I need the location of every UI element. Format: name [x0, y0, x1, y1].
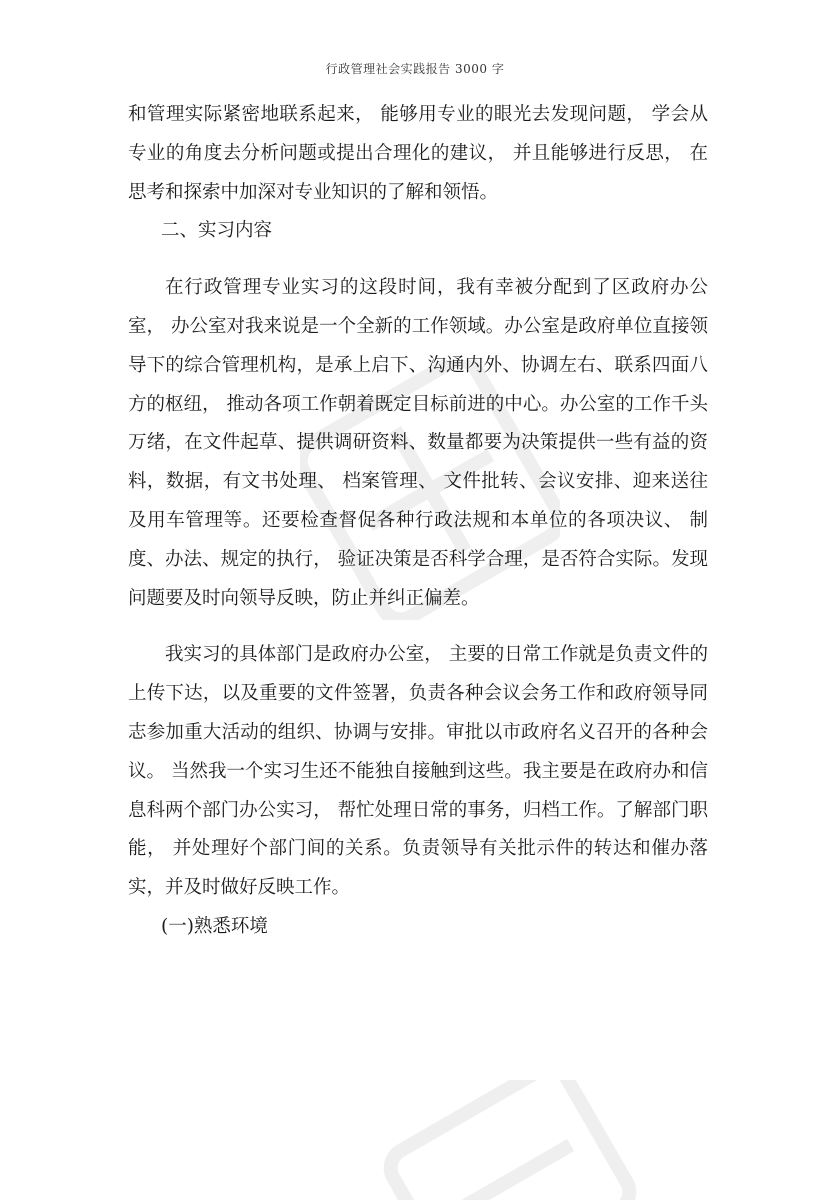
paragraph-content-2: 我实习的具体部门是政府办公室， 主要的日常工作就是负责文件的上传下达，以及重要的文件签署，负责各种会议会务工作和政府领导同志参加重大活动的组织、协调与安排。审批以市政府名义召开的各种会议。 当然我一个实习生还不能独自接触到这些。我主要是在政府办和信息科两个部门办公实习， 帮忙处理日常的事务，归档工作。了解部门职能， 并处理好个部门间的关系。负责领导有关批示件的转达和催办落实，并及时做好反映工作。	[128, 644, 708, 899]
document-body	[128, 96, 708, 947]
section-heading-internship-content: 二、实习内容	[161, 220, 273, 242]
page-header: 行政管理社会实践报告 3000 字	[325, 62, 505, 76]
subsection-heading-familiarize: (一)熟悉环境	[161, 915, 268, 937]
watermark-logo-bottom	[380, 1080, 640, 1200]
paragraph-content-1: 在行政管理专业实习的这段时间，我有幸被分配到了区政府办公室， 办公室对我来说是一个全新的工作领域。办公室是政府单位直接领导下的综合管理机构，是承上启下、沟通内外、协调左右、联系四面八方的枢纽， 推动各项工作朝着既定目标前进的中心。办公室的工作千头万绪，在文件起草、提供调研资料、数量都要为决策提供一些有益的资料，数据，有文书处理、 档案管理、 文件批转、会议安排、迎来送往及用车管理等。还要检查督促各种行政法规和本单位的各项决议、 制度、办法、规定的执行， 验证决策是否科学合理，是否符合实际。发现问题要及时向领导反映，防止并纠正偏差。	[128, 277, 708, 609]
paragraph-intro: 和管理实际紧密地联系起来， 能够用专业的眼光去发现问题， 学会从专业的角度去分析问题或提出合理化的建议， 并且能够进行反思， 在思考和探索中加深对专业知识的了解和领悟。	[128, 104, 708, 203]
